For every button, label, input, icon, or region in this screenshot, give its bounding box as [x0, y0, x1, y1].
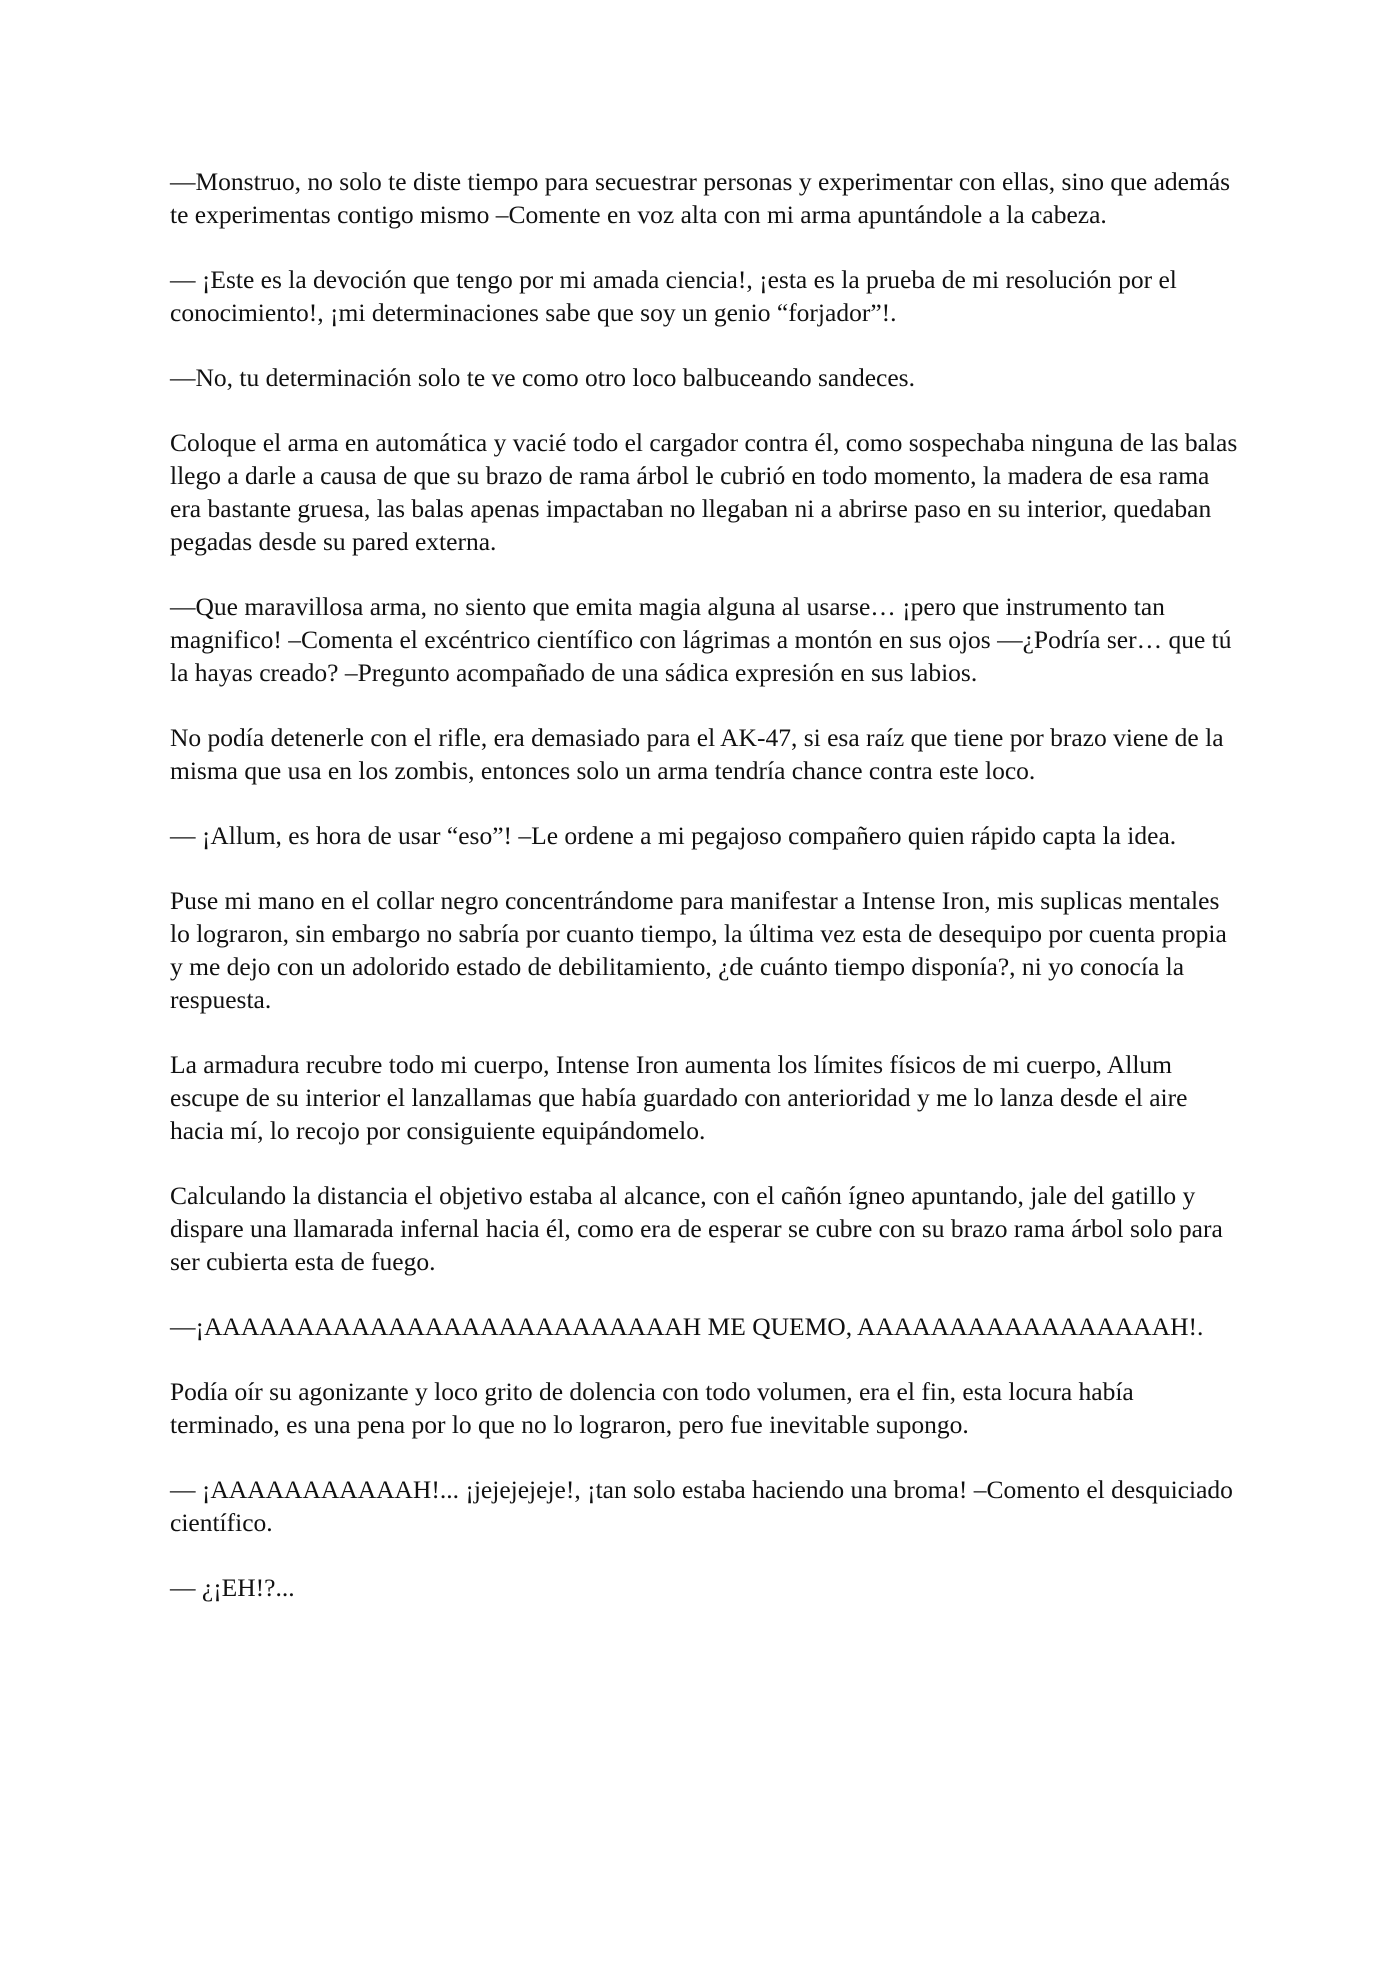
paragraph: — ¿¡EH!?... [170, 1573, 295, 1602]
paragraph: — ¡Este es la devoción que tengo por mi amada ciencia!, ¡esta es la prueba de mi resolución por el conocimiento!, ¡mi determinaciones sabe que soy un genio “forjador”!. [170, 265, 1177, 327]
paragraph: Calculando la distancia el objetivo estaba al alcance, con el cañón ígneo apuntando, jale del gatillo y dispare una llamarada infernal hacia él, como era de esperar se cubre con su brazo rama árbol solo para ser cubierta esta de fuego. [170, 1181, 1223, 1276]
paragraph: No podía detenerle con el rifle, era demasiado para el AK-47, si esa raíz que tiene por brazo viene de la misma que usa en los zombis, entonces solo un arma tendría chance contra este loco. [170, 723, 1224, 785]
paragraph: — ¡Allum, es hora de usar “eso”! –Le ordene a mi pegajoso compañero quien rápido capta la idea. [170, 821, 1177, 850]
paragraph: —Que maravillosa arma, no siento que emita magia alguna al usarse… ¡pero que instrumento tan magnifico! –Comenta el excéntrico científico con lágrimas a montón en sus ojos —¿Podría ser… que tú la hayas creado? –Pregunto acompañado de una sádica expresión en sus labios. [170, 592, 1232, 687]
document-body [170, 165, 1245, 1636]
paragraph: Podía oír su agonizante y loco grito de dolencia con todo volumen, era el fin, esta locura había terminado, es una pena por lo que no lo lograron, pero fue inevitable supongo. [170, 1377, 1134, 1439]
paragraph: La armadura recubre todo mi cuerpo, Intense Iron aumenta los límites físicos de mi cuerpo, Allum escupe de su interior el lanzallamas que había guardado con anterioridad y me lo lanza desde el aire hacia mí, lo recojo por consiguiente equipándomelo. [170, 1050, 1188, 1145]
paragraph: —Monstruo, no solo te diste tiempo para secuestrar personas y experimentar con ellas, sino que además te experimentas contigo mismo –Comente en voz alta con mi arma apuntándole a la cabeza. [170, 167, 1231, 229]
paragraph: Puse mi mano en el collar negro concentrándome para manifestar a Intense Iron, mis suplicas mentales lo lograron, sin embargo no sabría por cuanto tiempo, la última vez esta de desequipo por cuenta propia y me dejo con un adolorido estado de debilitamiento, ¿de cuánto tiempo disponía?, ni yo conocía la respuesta. [170, 886, 1227, 1014]
paragraph: —No, tu determinación solo te ve como otro loco balbuceando sandeces. [170, 363, 915, 392]
paragraph: Coloque el arma en automática y vacié todo el cargador contra él, como sospechaba ninguna de las balas llego a darle a causa de que su brazo de rama árbol le cubrió en todo momento, la madera de esa rama era bastante gruesa, las balas apenas impactaban no llegaban ni a abrirse paso en su interior, quedaban pegadas desde su pared externa. [170, 428, 1238, 556]
paragraph: — ¡AAAAAAAAAAAH!... ¡jejejejeje!, ¡tan solo estaba haciendo una broma! –Comento el desquiciado científico. [170, 1475, 1233, 1537]
paragraph: —¡AAAAAAAAAAAAAAAAAAAAAAAAAAH ME QUEMO, AAAAAAAAAAAAAAAAAH!. [170, 1312, 1204, 1341]
